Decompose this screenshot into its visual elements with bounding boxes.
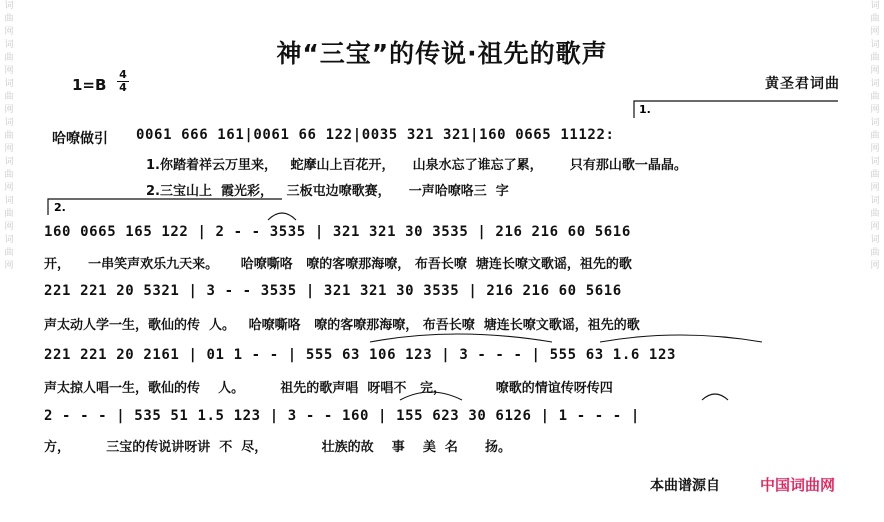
intro-label: 哈嘹做引 [52, 131, 108, 147]
notation-line-1: 0061 666 161|0061 66 122|0035 321 321|160 0665 11122: [136, 127, 615, 143]
slur [400, 392, 462, 400]
lyric-line-1a: 1.你踏着祥云万里来， 蛇摩山上百花开， 山泉水忘了谁忘了累， 只有那山歌一晶晶。 [146, 158, 687, 173]
slur [600, 335, 762, 342]
time-signature-bottom: 4 [119, 81, 127, 94]
notation-line-5: 2 - - - | 535 51 1.5 123 | 3 - - 160 | 155 623 30 6126 | 1 - - - | [44, 408, 640, 424]
volta-2-bracket [48, 199, 282, 215]
lyric-line-5: 方， 三宝的传说讲呀讲 不 尽， 壮族的故 事 美 名 扬。 [44, 440, 512, 455]
lyric-line-4: 声太掠人唱一生，歌仙的传 人。 祖先的歌声唱 呀唱不 完， 嘹歌的情谊传呀传四 [44, 381, 613, 396]
author-credit: 黄圣君词曲 [765, 76, 840, 92]
time-signature-top: 4 [119, 68, 127, 81]
source-note: 本曲谱源自 [650, 478, 720, 494]
volta-2-label: 2. [54, 201, 66, 214]
slur [702, 394, 728, 400]
lyric-line-3: 声太动人学一生，歌仙的传 人。 哈嘹嘶咯 嘹的客嘹那海嘹， 布吾长嘹 塘连长嘹文歌谣，祖先的歌 [44, 318, 640, 333]
notation-line-3: 221 221 20 5321 | 3 - - 3535 | 321 321 30 3535 | 216 216 60 5616 [44, 283, 622, 299]
watermark-right: 词曲网词曲网词曲网词曲网词曲网词曲网词曲网 [870, 1, 880, 271]
lyric-line-1b: 2.三宝山上 霞光彩， 三板屯边嘹歌赛， 一声哈嘹咯三 字 [146, 184, 509, 199]
volta-1-label: 1. [639, 103, 651, 116]
notation-line-2: 160 0665 165 122 | 2 - - 3535 | 321 321 30 3535 | 216 216 60 5616 [44, 224, 631, 240]
volta-1-bracket [634, 101, 838, 118]
key-signature: 1=B [72, 76, 107, 94]
lyric-line-2: 开， 一串笑声欢乐九天来。 哈嘹嘶咯 嘹的客嘹那海嘹， 布吾长嘹 塘连长嘹文歌谣，祖先的歌 [44, 257, 632, 272]
watermark-left: 词曲网词曲网词曲网词曲网词曲网词曲网词曲网 [4, 1, 14, 271]
site-brand[interactable]: 中国词曲网 [760, 476, 836, 494]
song-title: 神“三宝”的传说·祖先的歌声 [276, 39, 608, 68]
slur [268, 213, 296, 220]
slur [370, 334, 552, 342]
notation-line-4: 221 221 20 2161 | 01 1 - - | 555 63 106 123 | 3 - - - | 555 63 1.6 123 [44, 347, 677, 363]
